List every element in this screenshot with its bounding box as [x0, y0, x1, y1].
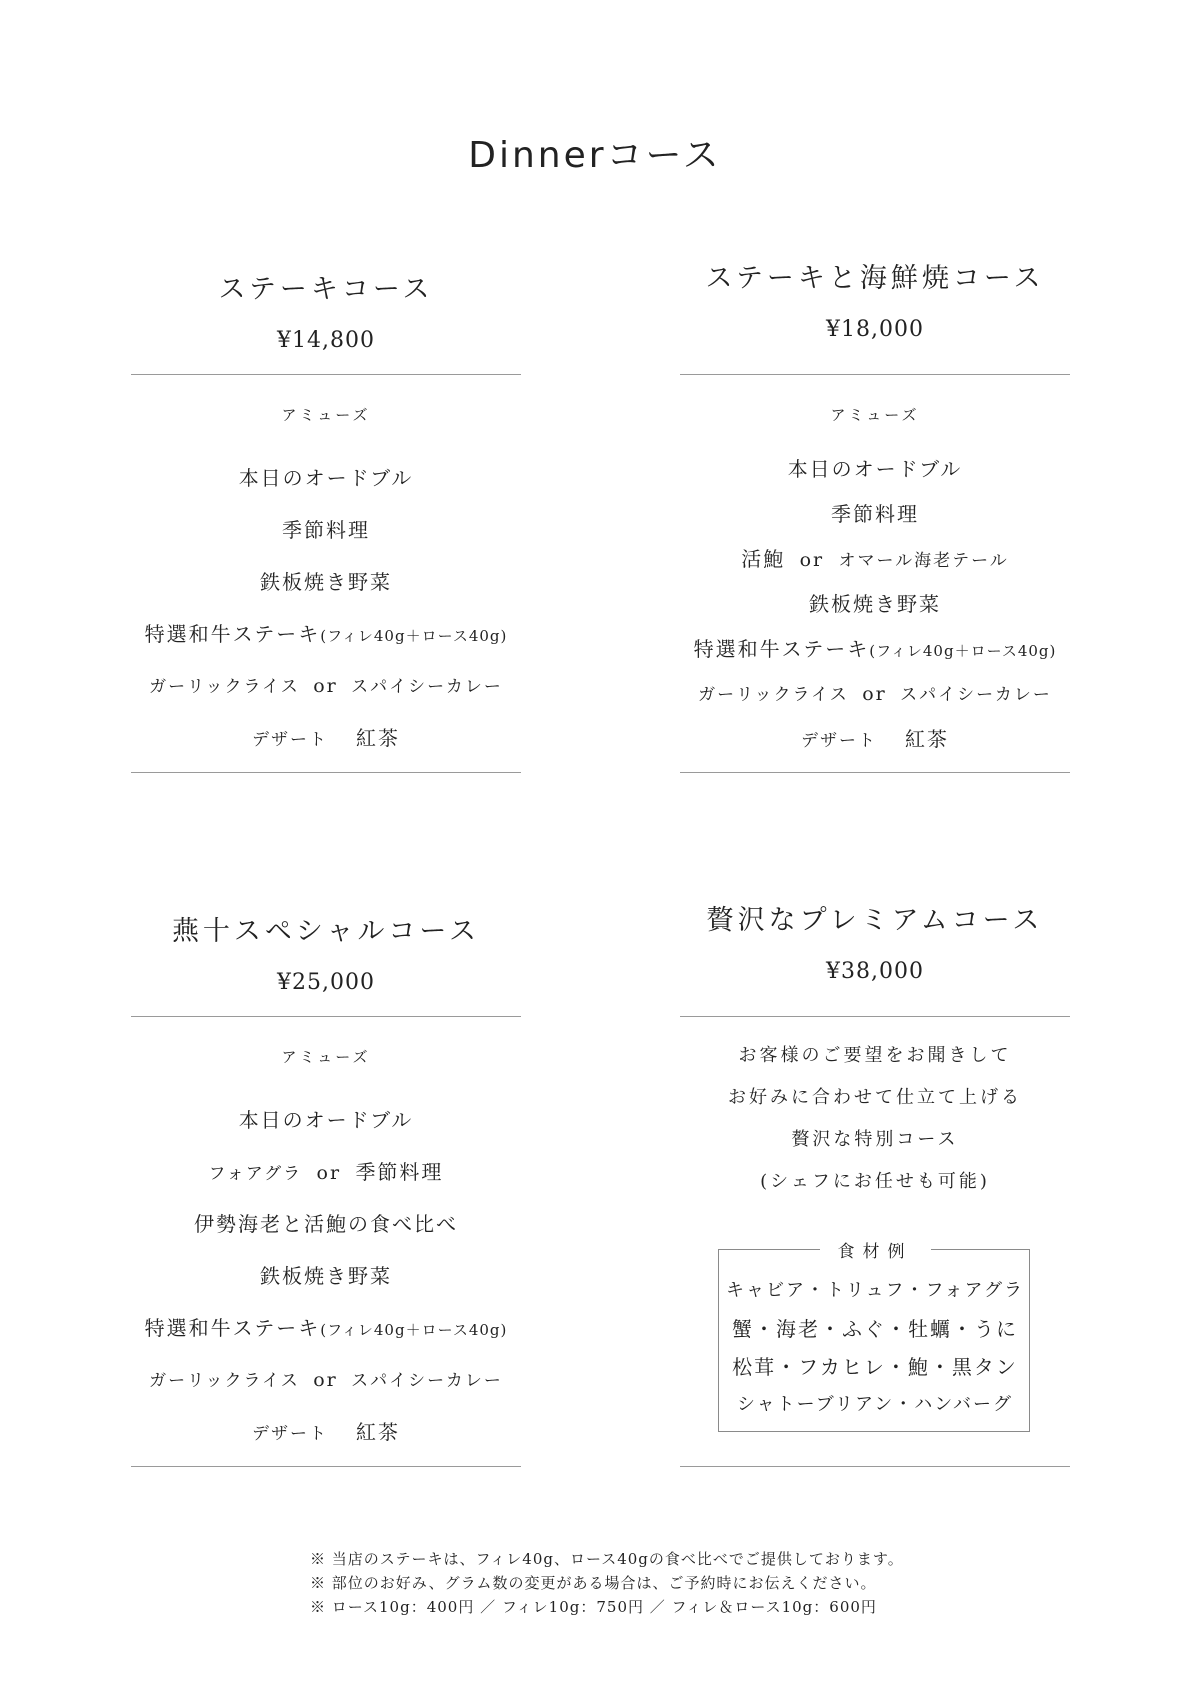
course-title: 燕十スペシャルコース [171, 916, 481, 947]
menu-item-amuse: アミューズ [281, 406, 371, 424]
ingredients-label: 食材例 [820, 1242, 931, 1262]
menu-item-dessert [680, 717, 1070, 762]
ingredients-list [719, 1272, 1031, 1424]
course-title: ステーキコース [218, 274, 434, 305]
divider [680, 374, 1070, 375]
or-text: or [799, 549, 825, 571]
menu-item-vegetables: 鉄板焼き野菜 [260, 570, 392, 594]
course-title: 贅沢なプレミアムコース [706, 905, 1044, 936]
menu-item-rice [680, 672, 1070, 717]
or-text: or [316, 1162, 342, 1184]
or-text: or [313, 1369, 338, 1391]
rice-option-b: スパイシーカレー [351, 677, 503, 697]
steak-label: 特選和牛ステーキ [144, 1316, 321, 1340]
menu-item-amuse: アミューズ [281, 1048, 371, 1066]
divider [680, 1016, 1070, 1017]
ingredient-line: シャトーブリアン・ハンバーグ [736, 1394, 1014, 1415]
course-menu-list [131, 1042, 521, 1458]
menu-item-foie-gras [131, 1146, 521, 1198]
menu-item-seafood [680, 537, 1070, 582]
course-menu-list [131, 400, 521, 764]
steak-note: (フィレ40g＋ロース40g) [320, 627, 508, 645]
or-text: or [862, 683, 887, 705]
menu-item-vegetables: 鉄板焼き野菜 [260, 1264, 392, 1288]
footnote: ※ 部位のお好み、グラム数の変更がある場合は、ご予約時にお伝えください。 [310, 1574, 877, 1592]
rice-option-a: ガーリックライス [149, 1371, 300, 1391]
menu-item-hors-doeuvre: 本日のオードブル [238, 466, 414, 490]
footnote: ※ ロース10g：400円 ／ フィレ10g：750円 ／ フィレ＆ロース10g：600円 [310, 1598, 877, 1616]
tea-label: 紅茶 [356, 1420, 400, 1444]
description-line: 贅沢な特別コース [791, 1129, 959, 1150]
tea-label: 紅茶 [356, 726, 400, 750]
divider [680, 772, 1070, 773]
tea-label: 紅茶 [905, 727, 949, 751]
menu-item-seasonal: 季節料理 [831, 502, 919, 526]
seafood-option-b: オマール海老テール [838, 551, 1009, 571]
menu-item-steak [680, 627, 1070, 672]
course-price: ¥18,000 [826, 317, 924, 342]
seafood-option-a: 活鮑 [741, 547, 786, 571]
description-line: (シェフにお任せも可能) [760, 1171, 990, 1192]
divider [131, 1466, 521, 1467]
menu-item-rice [131, 660, 521, 712]
menu-item-steak [131, 608, 521, 660]
course-price: ¥38,000 [826, 959, 924, 984]
dessert-label: デザート [801, 731, 877, 751]
divider [680, 1466, 1070, 1467]
menu-item-dessert [131, 1406, 521, 1458]
menu-item-vegetables: 鉄板焼き野菜 [809, 592, 941, 616]
rice-option-a: ガーリックライス [149, 677, 300, 697]
menu-item-amuse: アミューズ [830, 406, 920, 424]
divider [131, 374, 521, 375]
menu-item-lobster-abalone: 伊勢海老と活鮑の食べ比べ [194, 1212, 458, 1236]
steak-note: (フィレ40g＋ロース40g) [320, 1321, 508, 1339]
foie-gras-label: フォアグラ [208, 1164, 303, 1184]
course-price: ¥25,000 [277, 970, 375, 995]
menu-item-rice [131, 1354, 521, 1406]
rice-option-b: スパイシーカレー [351, 1371, 503, 1391]
ingredient-line: 松茸・フカヒレ・鮑・黒タン [732, 1355, 1018, 1379]
description-line: お好みに合わせて仕立て上げる [728, 1087, 1022, 1108]
dessert-label: デザート [252, 730, 328, 750]
description-line: お客様のご要望をお聞きして [738, 1045, 1012, 1066]
ingredients-box [718, 1242, 1030, 1432]
menu-item-seasonal: 季節料理 [282, 518, 370, 542]
rice-option-b: スパイシーカレー [900, 685, 1052, 705]
ingredient-line: 蟹・海老・ふぐ・牡蠣・うに [732, 1317, 1018, 1341]
course-price: ¥14,800 [277, 328, 375, 353]
or-text: or [313, 675, 338, 697]
dessert-label: デザート [252, 1424, 328, 1444]
course-menu-list [680, 402, 1070, 762]
ingredient-line: キャビア・トリュフ・フォアグラ [725, 1280, 1025, 1301]
menu-item-dessert [131, 712, 521, 764]
menu-item-hors-doeuvre: 本日のオードブル [787, 457, 963, 481]
menu-item-hors-doeuvre: 本日のオードブル [238, 1108, 414, 1132]
rice-option-a: ガーリックライス [698, 685, 849, 705]
footnotes [310, 1547, 1010, 1619]
footnote: ※ 当店のステーキは、フィレ40g、ロース40gの食べ比べでご提供しております。 [310, 1550, 904, 1568]
course-description [680, 1035, 1070, 1203]
course-title: ステーキと海鮮焼コース [705, 263, 1045, 294]
page-title: Dinnerコース [468, 135, 722, 177]
divider [131, 772, 521, 773]
divider [131, 1016, 521, 1017]
steak-note: (フィレ40g＋ロース40g) [869, 642, 1057, 660]
steak-label: 特選和牛ステーキ [144, 622, 321, 646]
steak-label: 特選和牛ステーキ [693, 637, 870, 661]
seasonal-label: 季節料理 [355, 1160, 444, 1184]
menu-item-steak [131, 1302, 521, 1354]
